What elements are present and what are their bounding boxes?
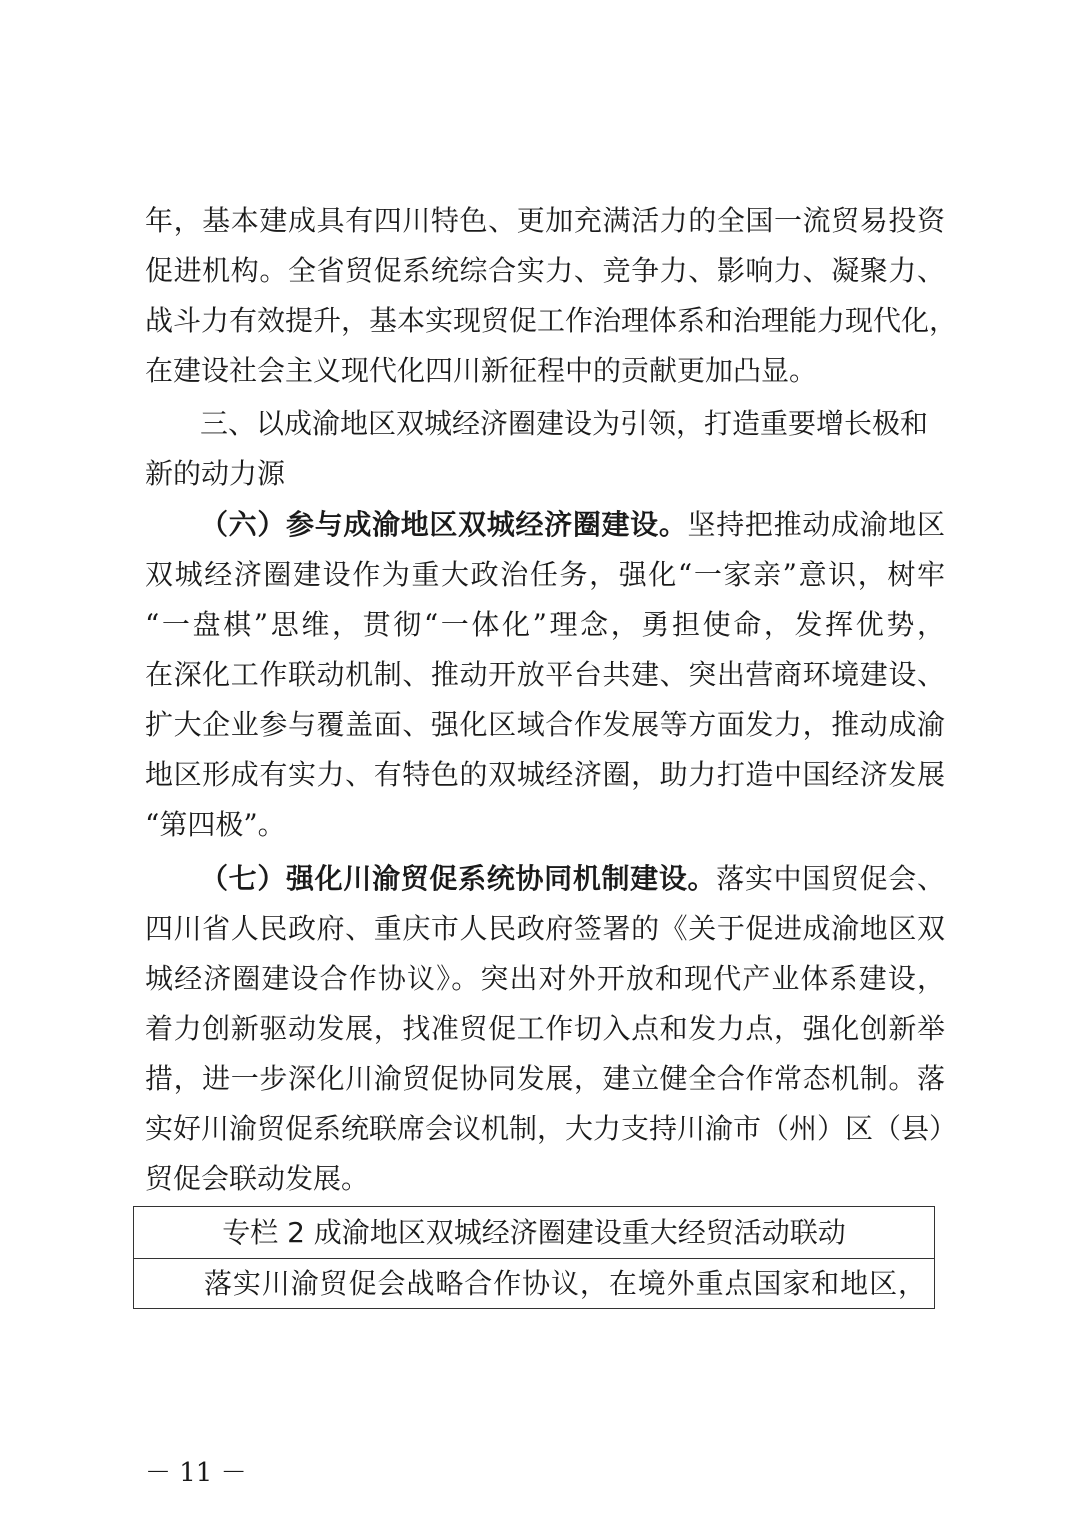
item7-first-line: [200, 854, 945, 904]
item6-line-5: 扩大企业参与覆盖面、强化区域合作发展等方面发力，推动成渝: [145, 708, 945, 741]
item6-lead: （六）参与成渝地区双城经济圈建设。: [200, 508, 688, 541]
intro-line-3: 战斗力有效提升，基本实现贸促工作治理体系和治理能力现代化，: [145, 304, 958, 337]
item6-first-rest: 坚持把推动成渝地区: [687, 508, 945, 541]
item6-line-2: 双城经济圈建设作为重大政治任务，强化“一家亲”意识，树牢: [145, 558, 945, 591]
section3-title-line-1: 三、以成渝地区双城经济圈建设为引领，打造重要增长极和: [200, 407, 929, 440]
item7-line-2: 四川省人民政府、重庆市人民政府签署的《关于促进成渝地区双: [145, 912, 945, 945]
item6-line-3: “一盘棋”思维，贯彻“一体化”理念，勇担使命，发挥优势，: [145, 608, 945, 641]
intro-line-2: 促进机构。全省贸促系统综合实力、竞争力、影响力、凝聚力、: [145, 254, 945, 287]
item6-line-4: 在深化工作联动机制、推动开放平台共建、突出营商环境建设、: [145, 658, 945, 691]
intro-line-4: 在建设社会主义现代化四川新征程中的贡献更加凸显。: [145, 354, 818, 387]
column-box-title: 专栏 2 成渝地区双城经济圈建设重大经贸活动联动: [134, 1207, 934, 1259]
item7-first-rest: 落实中国贸促会、: [716, 862, 945, 895]
section3-title-line-2: 新的动力源: [145, 457, 286, 490]
item7-line-6: 实好川渝贸促系统联席会议机制，大力支持川渝市（州）区（县）: [145, 1112, 958, 1145]
column-box-body: 落实川渝贸促会战略合作协议，在境外重点国家和地区，: [204, 1267, 926, 1300]
item6-line-7: “第四极”。: [145, 808, 286, 841]
item7-line-7: 贸促会联动发展。: [145, 1162, 370, 1195]
page-number: － 11 －: [145, 1458, 247, 1488]
item7-line-3: 城经济圈建设合作协议》。突出对外开放和现代产业体系建设，: [145, 962, 945, 995]
item7-line-5: 措，进一步深化川渝贸促协同发展，建立健全合作常态机制。落: [145, 1062, 945, 1095]
column-box: [133, 1206, 935, 1309]
item6-line-6: 地区形成有实力、有特色的双城经济圈，助力打造中国经济发展: [145, 758, 945, 791]
item7-line-4: 着力创新驱动发展，找准贸促工作切入点和发力点，强化创新举: [145, 1012, 945, 1045]
item6-first-line: [200, 500, 945, 550]
item7-lead: （七）强化川渝贸促系统协同机制建设。: [200, 862, 717, 895]
intro-line-1: 年，基本建成具有四川特色、更加充满活力的全国一流贸易投资: [145, 204, 945, 237]
